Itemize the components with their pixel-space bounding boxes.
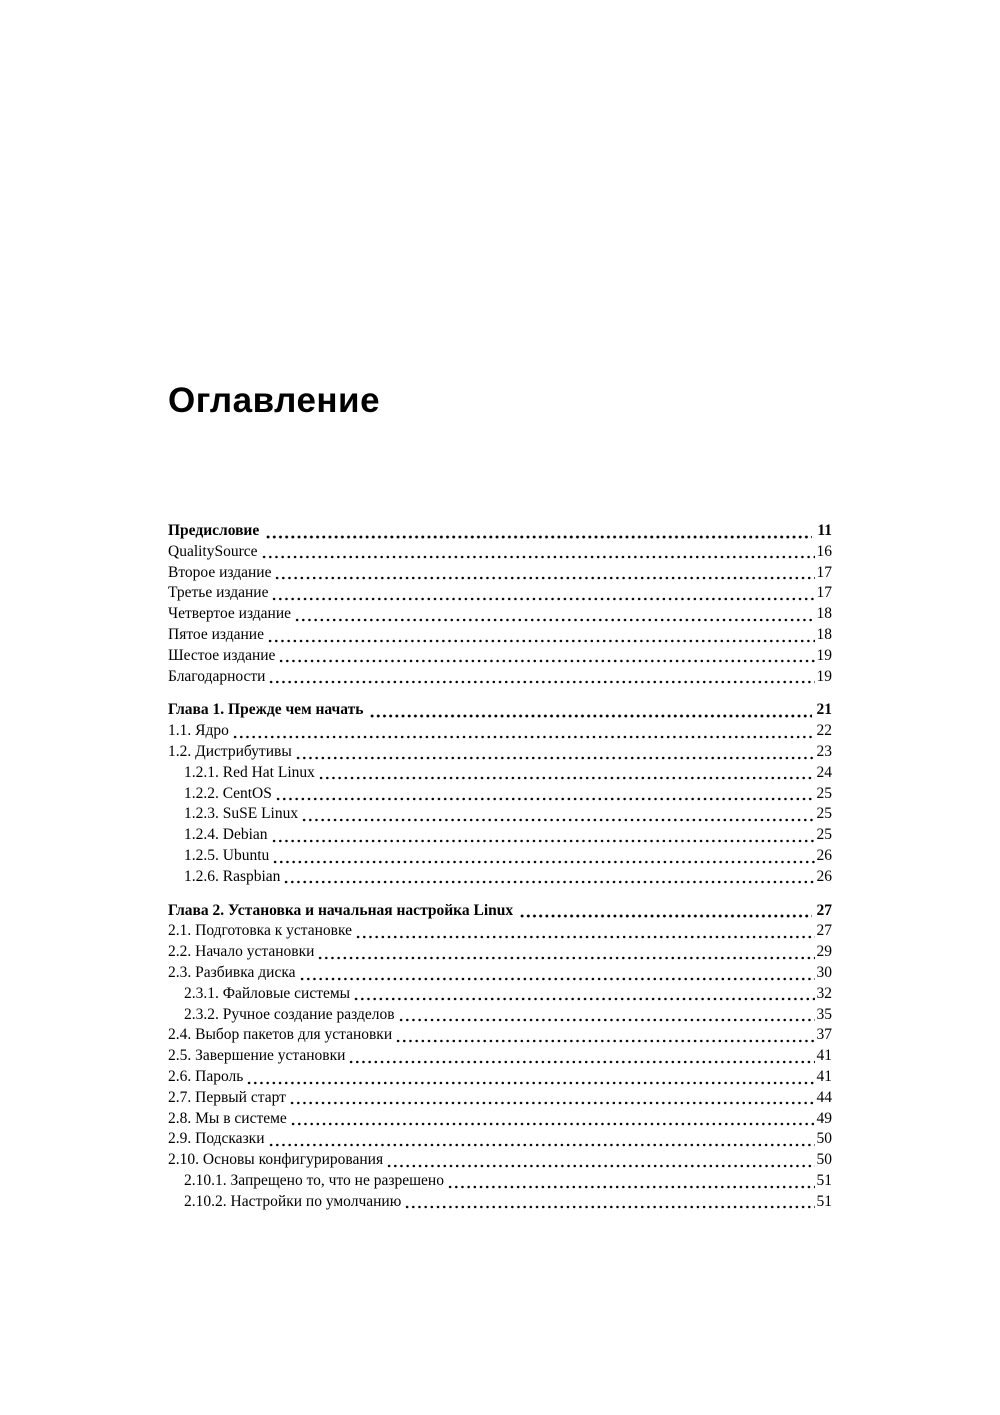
toc-entry-page: 30	[816, 963, 832, 981]
toc-entry-label: 2.10.2. Настройки по умолчанию	[184, 1192, 402, 1210]
toc-entry-page: 51	[816, 1171, 832, 1189]
toc-entry-page: 41	[816, 1047, 832, 1065]
toc-row	[168, 963, 832, 984]
toc-entry-page: 21	[816, 701, 832, 719]
dotted-leader	[318, 763, 815, 784]
toc-row	[168, 721, 832, 742]
toc-entry-label: 2.9. Подсказки	[168, 1130, 265, 1148]
dotted-leader	[265, 521, 812, 542]
toc-row	[168, 867, 832, 888]
dotted-leader	[290, 1109, 815, 1130]
toc-entry-label: Третье издание	[168, 584, 269, 602]
toc-row	[168, 1109, 832, 1130]
toc-entry-label: 2.4. Выбор пакетов для установки	[168, 1026, 393, 1044]
toc-entry-label: Глава 2. Установка и начальная настройка Linux	[168, 901, 514, 919]
toc-row	[168, 921, 832, 942]
toc-heading-row	[168, 521, 832, 542]
toc-entry-page: 19	[816, 646, 832, 664]
dotted-leader	[395, 1025, 814, 1046]
dotted-leader	[261, 542, 815, 563]
dotted-leader	[386, 1150, 814, 1171]
toc-entry-label: 2.8. Мы в системе	[168, 1109, 287, 1127]
toc-entry-label: 2.3.1. Файловые системы	[184, 984, 351, 1002]
toc-entry-label: QualitySource	[168, 542, 258, 560]
dotted-leader	[369, 700, 811, 721]
dotted-leader	[348, 1046, 814, 1067]
toc-list	[168, 521, 832, 1213]
dotted-leader	[274, 563, 814, 584]
toc-row	[168, 1129, 832, 1150]
toc-entry-label: 2.3.2. Ручное создание разделов	[184, 1005, 395, 1023]
dotted-leader	[317, 942, 814, 963]
dotted-leader	[447, 1171, 815, 1192]
toc-row	[168, 1088, 832, 1109]
dotted-leader	[404, 1192, 814, 1213]
dotted-leader	[267, 625, 815, 646]
toc-entry-page: 11	[817, 522, 832, 539]
toc-entry-label: Шестое издание	[168, 646, 276, 664]
toc-row	[168, 1150, 832, 1171]
toc-row	[168, 942, 832, 963]
dotted-leader	[275, 784, 815, 805]
toc-entry-page: 51	[816, 1192, 832, 1210]
toc-entry-page: 25	[816, 805, 832, 823]
dotted-leader	[294, 604, 814, 625]
toc-row	[168, 583, 832, 604]
toc-entry-page: 19	[816, 667, 832, 685]
dotted-leader	[278, 646, 814, 667]
toc-entry-page: 29	[816, 943, 832, 961]
toc-entry-label: 2.3. Разбивка диска	[168, 963, 296, 981]
toc-entry-label: 1.2.3. SuSE Linux	[184, 805, 299, 823]
toc-row	[168, 1171, 832, 1192]
toc-entry-page: 18	[816, 605, 832, 623]
toc-row	[168, 1192, 832, 1213]
toc-entry-page: 23	[816, 742, 832, 760]
toc-entry-page: 25	[816, 784, 832, 802]
dotted-leader	[246, 1067, 814, 1088]
toc-entry-page: 17	[816, 563, 832, 581]
dotted-leader	[268, 1129, 815, 1150]
toc-entry-page: 25	[816, 826, 832, 844]
toc-entry-label: 2.10.1. Запрещено то, что не разрешено	[184, 1171, 444, 1189]
toc-entry-page: 18	[816, 625, 832, 643]
toc-entry-label: 2.5. Завершение установки	[168, 1047, 346, 1065]
toc-row	[168, 984, 832, 1005]
toc-entry-label: 2.2. Начало установки	[168, 943, 315, 961]
toc-row	[168, 563, 832, 584]
dotted-leader	[519, 901, 811, 922]
toc-entry-page: 32	[816, 984, 832, 1002]
toc-entry-label: 1.2. Дистрибутивы	[168, 742, 292, 760]
dotted-leader	[398, 1005, 815, 1026]
toc-entry-page: 16	[816, 542, 832, 560]
toc-entry-page: 22	[816, 722, 832, 740]
toc-entry-label: Второе издание	[168, 563, 272, 581]
dotted-leader	[289, 1088, 815, 1109]
toc-entry-label: 2.1. Подготовка к установке	[168, 922, 352, 940]
toc-row	[168, 784, 832, 805]
toc-entry-page: 26	[816, 846, 832, 864]
toc-entry-page: 24	[816, 763, 832, 781]
toc-row	[168, 604, 832, 625]
toc-row	[168, 1067, 832, 1088]
toc-row	[168, 763, 832, 784]
toc-heading-row	[168, 901, 832, 922]
toc-entry-page: 50	[816, 1130, 832, 1148]
toc-row	[168, 542, 832, 563]
toc-entry-label: 1.1. Ядро	[168, 722, 229, 740]
dotted-leader	[268, 667, 814, 688]
toc-entry-page: 17	[816, 584, 832, 602]
toc-entry-label: Четвертое издание	[168, 605, 292, 623]
toc-row	[168, 625, 832, 646]
dotted-leader	[283, 867, 814, 888]
toc-entry-page: 27	[816, 901, 832, 919]
toc-entry-page: 26	[816, 867, 832, 885]
toc-entry-page: 41	[816, 1067, 832, 1085]
dotted-leader	[272, 846, 814, 867]
toc-entry-page: 27	[816, 922, 832, 940]
toc-entry-label: Пятое издание	[168, 625, 264, 643]
toc-entry-label: Предисловие	[168, 522, 260, 539]
toc-entry-label: 2.7. Первый старт	[168, 1088, 286, 1106]
toc-entry-label: 1.2.2. CentOS	[184, 784, 272, 802]
dotted-leader	[232, 721, 815, 742]
toc-entry-label: 1.2.4. Debian	[184, 826, 268, 844]
toc-entry-page: 35	[816, 1005, 832, 1023]
dotted-leader	[299, 963, 815, 984]
toc-entry-page: 50	[816, 1151, 832, 1169]
toc-row	[168, 804, 832, 825]
toc-entry-page: 49	[816, 1109, 832, 1127]
toc-entry-label: 1.2.6. Raspbian	[184, 867, 281, 885]
page-title: Оглавление	[168, 381, 381, 420]
toc-entry-page: 44	[816, 1088, 832, 1106]
toc-row	[168, 646, 832, 667]
toc-entry-page: 37	[816, 1026, 832, 1044]
toc-row	[168, 742, 832, 763]
toc-row	[168, 1025, 832, 1046]
dotted-leader	[271, 583, 814, 604]
dotted-leader	[301, 804, 814, 825]
toc-row	[168, 846, 832, 867]
toc-row	[168, 1046, 832, 1067]
dotted-leader	[353, 984, 814, 1005]
dotted-leader	[355, 921, 815, 942]
toc-entry-label: 1.2.5. Ubuntu	[184, 846, 270, 864]
toc-row	[168, 825, 832, 846]
dotted-leader	[271, 825, 815, 846]
toc-row	[168, 667, 832, 688]
toc-entry-label: 1.2.1. Red Hat Linux	[184, 763, 315, 781]
toc-entry-label: 2.6. Пароль	[168, 1067, 244, 1085]
toc-entry-label: Глава 1. Прежде чем начать	[168, 701, 364, 719]
toc-entry-label: 2.10. Основы конфигурирования	[168, 1151, 384, 1169]
dotted-leader	[295, 742, 815, 763]
toc-heading-row	[168, 700, 832, 721]
toc-entry-label: Благодарности	[168, 667, 266, 685]
toc-row	[168, 1005, 832, 1026]
